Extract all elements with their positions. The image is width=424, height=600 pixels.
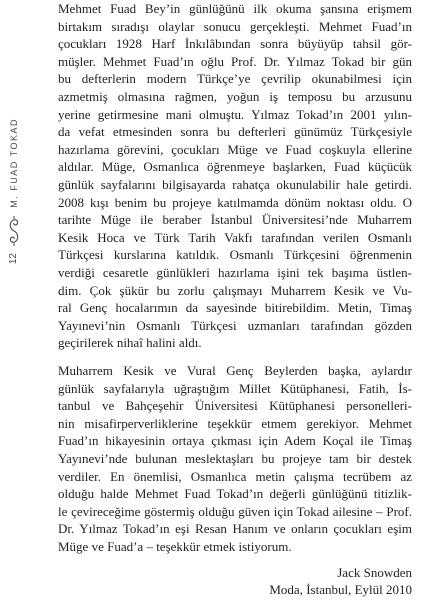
text-line: Fuad’ın hikayesinin ortaya çıkması için Adem Koçal ile Timaş — [58, 433, 412, 449]
text-line: dim. Çok şükür bu zorlu çalışmayı Muharrem Kesik ve Vu- — [58, 282, 412, 298]
text-line: Yayınevi’nde bulunan meslektaşları bu projeye tam bir destek — [58, 450, 412, 466]
text-line: ral Genç hocalarımın da sayesinde bitirebildim. Metin, Timaş — [58, 300, 412, 316]
signature — [58, 564, 412, 598]
ornament-icon — [7, 215, 21, 247]
text-line: le çevireceğime göstermiş olduğu güven için Tokad ailesine – Prof. — [58, 503, 412, 519]
text-line: olduğu halde Mehmet Fuad Tokad’ın değerli günlüğünü titizlik- — [58, 486, 412, 502]
text-line: tanbul ve Bahçeşehir Üniversitesi Kütüphanesi personelleri- — [58, 398, 412, 414]
text-line: nin misafirperverliklerine teşekkür etmem gerekiyor. Mehmet — [58, 415, 412, 431]
page-number: 12 — [8, 253, 19, 265]
paragraph — [58, 362, 412, 556]
text-line: birtakım sıradışı olaylar sonucu gerçekleşti. Mehmet Fuad’ın — [58, 18, 412, 34]
text-line: günlük sayfalarıyla uğraştığım Millet Kütüphanesi, Fatih, İs- — [58, 380, 412, 396]
text-line: da vefat etmesinden sonra bu defterleri günümüz Türkçesiyle — [58, 124, 412, 140]
text-line: aldılar. Müge, Osmanlıca öğrenmeye başlarken, Fuad küçücük — [58, 159, 412, 175]
text-line: Muharrem Kesik ve Vural Genç Beylerden başka, aylardır — [58, 363, 412, 378]
text-line: Mehmet Fuad Bey’in günlüğünü ilk okuma şansına erişmem — [58, 1, 412, 16]
signature-place-date: Moda, İstanbul, Eylül 2010 — [269, 582, 412, 597]
text-line: azmetmiş olmasına rağmen, yoğun iş temposu bu arzusunu — [58, 88, 412, 104]
text-line: tarihte Müge ile beraber İstanbul Üniversitesi’nde Muharrem — [58, 212, 412, 228]
text-line: yerine getirmesine mani olmuştu. Yılmaz Tokad’ın 2001 yılın- — [58, 106, 412, 122]
text-line: müşler. Mehmet Fuad’ın oğlu Prof. Dr. Yılmaz Tokad bir gün — [58, 53, 412, 69]
text-line: Yayınevi’nin Osmanlı Türkçesi uzmanları tarafından gözden — [58, 317, 412, 333]
signature-author: Jack Snowden — [337, 565, 412, 580]
text-line: çocukları 1928 Harf İnkılâbından sonra büyüyüp tahsil gör- — [58, 36, 412, 52]
text-line: verdiği cesaretle günlükleri hazırlama işini tek başıma üstlen- — [58, 264, 412, 280]
text-line: 2008 kışı benim bu projeye katılmamda dönüm noktası oldu. O — [58, 194, 412, 210]
text-line: Müge ve Fuad’a – teşekkür etmek istiyorum. — [58, 538, 292, 554]
text-line: Dr. Yılmaz Tokad’ın eşi Resan Hanım ve onların çocukları eşim — [58, 521, 412, 537]
text-line: geçirilerek nihaî halini aldı. — [58, 335, 202, 351]
text-line: günlük sayfalarını bilgisayarda rahatça okunulabilir hale getirdi. — [58, 176, 412, 192]
text-line: verdiler. En önemlisi, Osmanlıca metin çalışma tecrübem az — [58, 468, 412, 484]
text-line: hazırlama görevini, çocukları Müge ve Fuad coşkuyla ellerine — [58, 141, 412, 157]
text-line: Türkçesi kurslarına katıldık. Osmanlı Türkçesini öğrenmenin — [58, 247, 412, 263]
paragraph — [58, 0, 412, 352]
running-head: M. FUAD TOKAD — [9, 118, 19, 208]
text-line: bu defterlerin modern Türkçe’ye çevrilip okunabilmesi için — [58, 71, 412, 87]
text-line: Kesik Hoca ve Türk Tarih Vakfı tarafından verilen Osmanlı — [58, 229, 412, 245]
